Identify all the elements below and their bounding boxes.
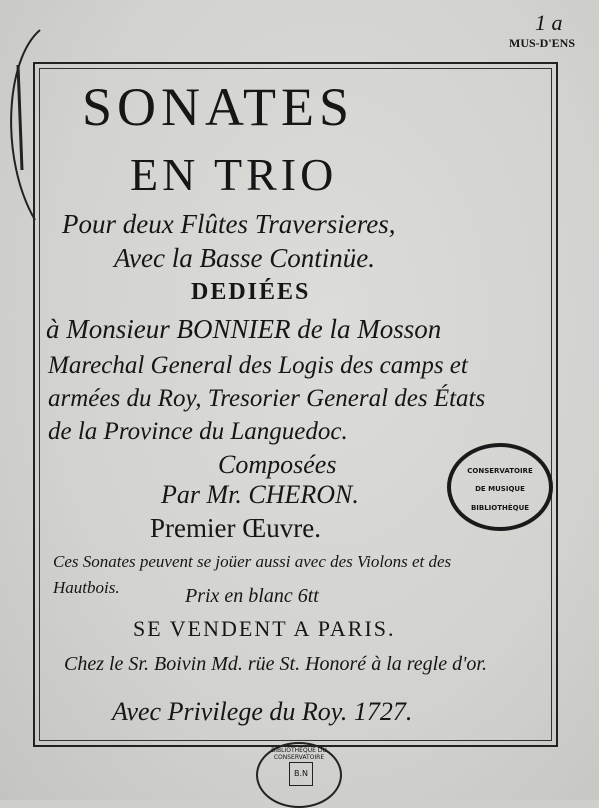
opus-line: Premier Œuvre.: [150, 513, 321, 543]
publisher-address-line: Chez le Sr. Boivin Md. rüe St. Honoré à la regle d'or.: [64, 653, 487, 675]
dedication-heading: DEDIÉES: [191, 279, 311, 305]
page-title: SONATES: [82, 77, 355, 137]
conservatoire-stamp: [447, 443, 553, 531]
privilege-line: Avec Privilege du Roy. 1727.: [112, 697, 413, 726]
dedicatee-title-line-3: de la Province du Languedoc.: [48, 418, 348, 445]
bn-stamp-arc-text: BIBLIOTHÈQUE DU CONSERVATOIRE: [271, 747, 327, 761]
stamp-line-3: BIBLIOTHÈQUE: [470, 504, 530, 512]
folio-mark: 1 a: [535, 10, 563, 35]
continuo-line: Avec la Basse Continüe.: [114, 243, 375, 273]
composed-label: Composées: [218, 450, 337, 479]
dedicatee-title-line-2: armées du Roy, Tresorier General des États: [48, 385, 486, 412]
stamp-line-2: DE MUSIQUE: [475, 485, 525, 493]
dedicatee-line: à Monsieur BONNIER de la Mosson: [46, 314, 442, 344]
performance-note-line-1: Ces Sonates peuvent se joüer aussi avec des Violons et des: [53, 552, 452, 571]
bracket-mark: [0, 20, 60, 230]
bn-stamp: [256, 742, 342, 808]
composer-line: Par Mr. CHERON.: [161, 480, 359, 509]
dedicatee-title-line-1: Marechal General des Logis des camps et: [48, 352, 468, 379]
page-subtitle: EN TRIO: [130, 149, 338, 200]
performance-note-line-2: Hautbois.: [53, 578, 120, 597]
sale-location-line: SE VENDENT A PARIS.: [133, 616, 396, 641]
shelfmark-label: MUS-D'ENS: [509, 36, 576, 50]
price-line: Prix en blanc 6tt: [185, 585, 319, 607]
bn-stamp-center: B.N: [289, 762, 313, 786]
instrumentation-line: Pour deux Flûtes Traversieres,: [62, 209, 396, 239]
stamp-line-1: CONSERVATOIRE: [467, 467, 533, 475]
